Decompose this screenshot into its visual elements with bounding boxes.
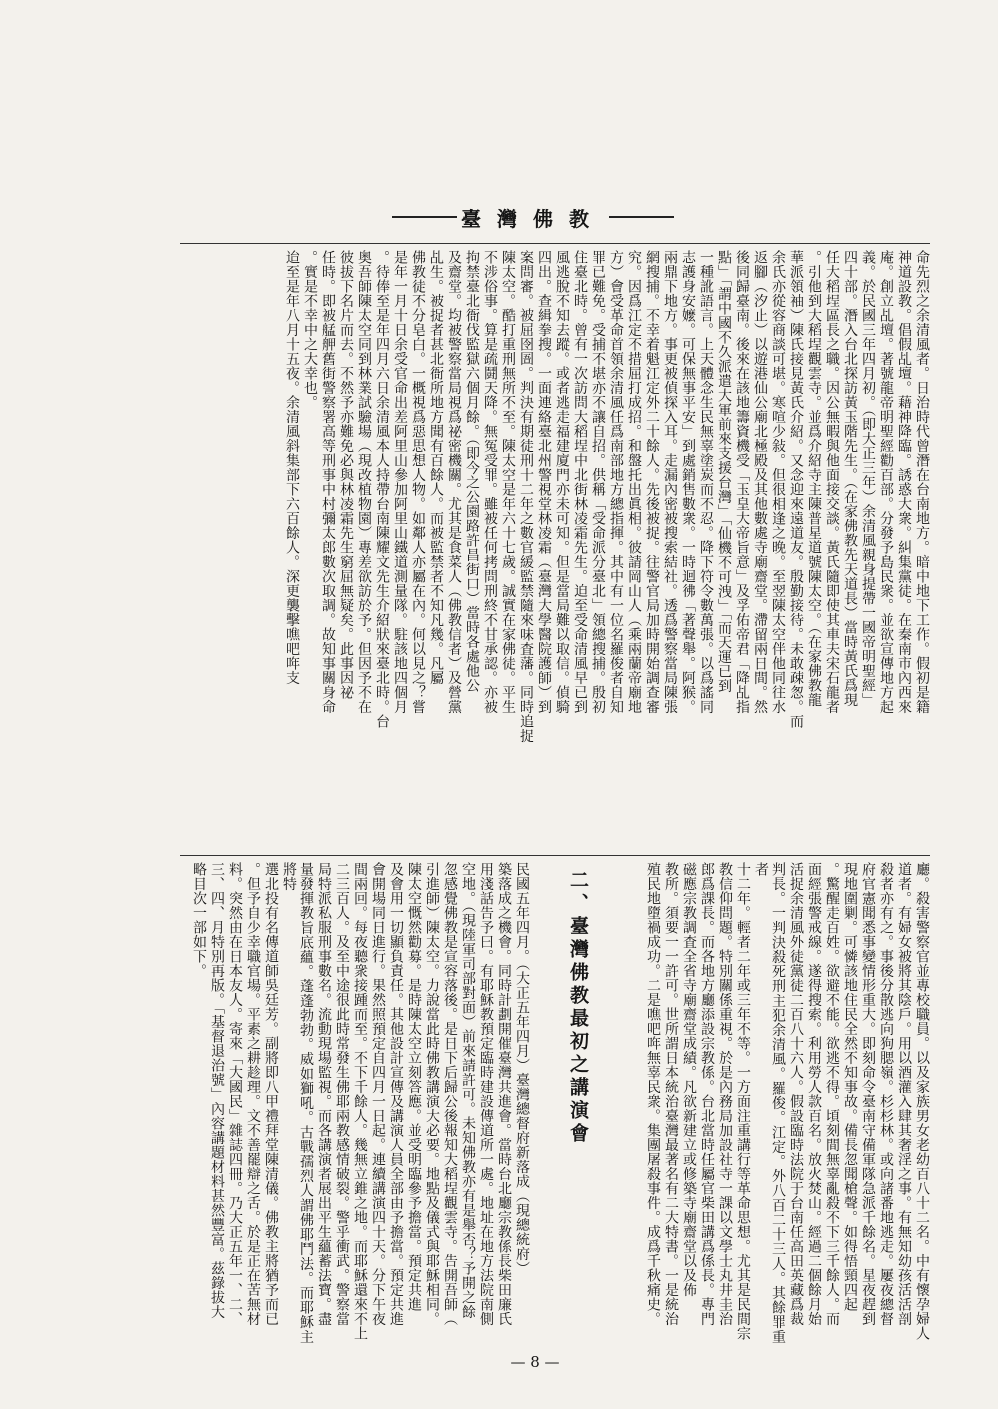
text-column: 略目次一部如下。 [191, 862, 207, 978]
text-column: 住臺北時。曾有一次訪問大稻埕中北街林凌霜先生。迫至受命清風早已到 [572, 250, 588, 714]
text-column: 余氏亦從容商談可堪。寒喧少敍。但很相逢之晚。至翌陳太空伴他同往水 [770, 250, 786, 714]
text-column: 磁應宗教調査全省寺廟齋堂成績。凡欲新建立或修築寺廟齋堂以及佈 [681, 862, 697, 1297]
text-column: 料。突然由在日本友人。寄來「大國民」雜誌四冊。乃大正五年一、二、 [227, 862, 243, 1326]
text-column: 四十部。潛入台北探訪黃玉階先生。（在家佛教先天道長）當時黃氏爲現 [842, 250, 858, 707]
text-column: 判長。一判決殺死刑主犯余清風。羅俊。江定。外八百二十三人。其餘罪重者 [753, 862, 786, 1344]
text-column: 引進師）陳太空。力說當此時佛教講演大必要。地點及儀式與耶穌相同。 [424, 862, 440, 1326]
text-column: 罪已難免。受捕不堪亦不讓自招。供稱「受命派分臺北」領總搜捕。殷初 [590, 250, 606, 714]
text-column: 用淺話告予曰。有耶穌教預定臨時建設傳道所一處。地址在地方法院南側 [478, 862, 494, 1326]
text-column: 一種訛語言。上天體念生民無辜塗炭而不忍。降下符令數萬張。以爲謠同 [698, 250, 714, 714]
text-column: 網搜捕。不幸着魁江定外二十餘人。先後被捉。往警官局加時開始調查審 [644, 250, 660, 714]
text-column: 府官憲聞悉事變情形重大。即刻命令臺南守備軍隊急派千餘名。星夜趕到 [860, 862, 876, 1326]
header-rule-left [392, 216, 457, 218]
text-column: 忽感覺佛教是宣容落後。是日下后歸公後報知大稻埕觀雲寺。告開吾師（ [442, 862, 458, 1326]
text-column: 現地圍剿。可憐該地住民全然不知事故。備長忽聞槍聲。如得悟頸四起 [842, 862, 858, 1312]
text-column: 選北投有名傳道師吳廷芳。副將即八甲禮拜堂陳清儀。佛教主將猶予而已 [263, 862, 279, 1326]
text-column: 築落成之機會。同時計劃開催臺灣共進會。當時台北廳宗教係長柴田廉氏 [496, 862, 512, 1326]
text-column: 佛教徒不分皂白。一概視爲惡思想人物。如鄰人亦屬在內。何以見之？嘗 [410, 250, 426, 714]
text-column: 點」「謂中國不久派遣大軍前來支援台灣」「仙機不可洩」「而天運已到 [716, 250, 732, 693]
text-column: 奥吾師陳太空同到林業試驗場（現改植物園）專差欲訪於予。但因予不在 [356, 250, 372, 714]
text-column: 拘禁臺北衙伐監獄六個月餘。（即今之公園路許昌街口）當時各處他公 [464, 250, 480, 693]
text-column: 民國五年四月。（大正五年四月）臺灣總督府新落成（現總統府） [514, 862, 530, 1276]
text-column: 道者。有婦女被將其陰戶。用以酒灌入肆其奢淫之事。有無知幼孩活活剖 [896, 862, 912, 1326]
text-column: 局特派私服刑事數名。流動現場監視。而各講演者展出平生蘊蓄法寶。盡 [316, 862, 332, 1326]
top-divider [180, 243, 930, 244]
header-title: 臺灣佛教 [461, 206, 605, 231]
text-column: 神道設教。倡假乩壇。藉神降臨。誘惑大衆。糾集黨徒。在秦南市內西來 [896, 250, 912, 714]
text-column: 陳太空。酷打重刑無所不至。陳太空是年六十七歲。誠實在家佛徒。平生 [500, 250, 516, 714]
text-column: 命先烈之余清風者。日治時代曾潛在台南地方。暗中地下工作。假初是籍 [914, 250, 930, 714]
text-column: 迨至是年八月十五夜。余清風斜集部下六百餘人。深更襲擊噍吧哖支 [284, 250, 300, 685]
text-column: 及齋堂。均被警察當局視爲祕密機關。尤其是食菜人（佛教信者）及營黨 [446, 250, 462, 714]
text-column: 教信仰問題。特別關係重視。於是內務局加設社寺一課以文學士丸井圭治 [717, 862, 733, 1326]
text-column: 。待俸至是年四月六日余清風本人持帶台南陳耀文先生介紹狀來臺北時。台 [374, 250, 390, 729]
text-column: 。引他到大稻埕觀雲寺。並爲介紹寺主陳普星道號陳太空。（在家佛教龍 [806, 250, 822, 707]
text-column: 二三百人。及至中途很此時常發生佛耶兩教感情破裂。警乎衝武。警察當 [334, 862, 350, 1326]
section-heading: 二、臺灣佛教最初之講演會 [567, 870, 589, 1146]
text-column: 任大稻埕區長之職。因公無暇與他面接交談。黃氏隨即使其車夫宋石龍者 [824, 250, 840, 714]
text-column: 及會用一切顯負責任。其他設計宣傳及講演人員全部由予擔當。預定共進 [388, 862, 404, 1326]
text-column: 四出。查緝拳搜。一面連絡臺北州警視堂林凌霜（臺灣大學醫院護師）到 [536, 250, 552, 714]
text-column: 兩鼎下地方。事更被偵探入耳。走漏內密被搜索結社。透爲警察當局陳張 [662, 250, 678, 714]
text-column: 義。於民國三年四月初。（即大正三年）余清風親身提帶一國帝明聖經」 [860, 250, 876, 707]
text-column: 。但予自少幸職官場。平素之耕趁理。文不善罷辯之舌。於是正在苦無材 [245, 862, 261, 1326]
text-column: 庵。創立乩壇。著號龍帝明聖經勸百部。分發予島民衆。並欲宣傳地方起 [878, 250, 894, 714]
text-column: 殺者亦有之。事後分散逃向狗腮嶺。杉杉林。或向諸番地逃走。屢夜總督 [878, 862, 894, 1326]
text-column: 風逃脫不知去蹤。或者逃走福建廈門亦未可知。但是當局難以取信。偵騎 [554, 250, 570, 714]
upper-text-block [180, 250, 930, 850]
text-column: 廳。殺害警察官並專校職員。以及家族男女老幼百八十二名。中有懷孕婦人 [914, 862, 930, 1341]
header-rule-right [609, 216, 674, 218]
text-column: 任時。即被艋舺舊街警察署高等刑事中村彌太郎數次取調。故知事關身命 [320, 250, 336, 714]
text-column: 華派領袖）陳氏接見黃氏介紹。又念迎來遠道友。殷勤接待。未敢疎怱。而 [788, 250, 804, 729]
text-column: 教所。須要一一許可。世所謂日本統治臺灣最著名有二大特書。一是統治 [663, 862, 679, 1326]
text-column: 是年一月十日余受官命出差阿里山參加阿里山鐵道測量隊。駐該地四個月 [392, 250, 408, 714]
text-column: 郎爲課長。而各地方廳添設宗教係。台北當時任屬官柴田講爲係長。專門 [699, 862, 715, 1326]
text-column: 。驚醒走百姓。欲避不能。欲逃不得。頃刻間無辜亂殺不下三千餘人。而 [824, 862, 840, 1326]
text-column: 。實是不幸中之大幸也。 [302, 250, 318, 410]
text-column: 殖民地墮禍成功。二是噍吧哖無辜民衆。集團屠殺事件。成爲千秋痛史。 [645, 862, 661, 1326]
running-header [388, 200, 678, 234]
page-number: — 8 — [510, 1353, 560, 1371]
text-column: 面經張警戒線。遂得搜索。利用勞人款百名。放火焚山。經過二個餘月始 [806, 862, 822, 1326]
text-column: 間兩回。每夜聽衆接踵而至。不下千餘人。幾無立錐之地。而耶穌還來不上 [352, 862, 368, 1341]
text-column: 乩生。被捉者甚北衙所地方聞有百餘人。而被監禁者不知凡幾。凡屬 [428, 250, 444, 685]
middle-divider [180, 855, 930, 856]
text-column: 志護身安嬤。可保無事平安」到處銷售數衆。一時迴彿「著聲舉。阿猴。 [680, 250, 696, 714]
text-column: 案問審。被屈囹圄。判決有期徒刑十二年之數官緩監禁隨來味査藩。同時追捉 [518, 250, 534, 743]
text-column: 會開場同日進行。果然照預定自四月一日起。連續講演四十天。分下午夜 [370, 862, 386, 1326]
text-column: 十二年。輕者二年或三年不等。一方面注重講行等革命思想。尤其是民間宗 [735, 862, 751, 1341]
text-column: 量發揮教旨底蘊。蓬蓬勃勃。威如獅吼。古戰孺烈人謂佛耶鬥法。而耶穌主將特 [281, 862, 314, 1344]
lower-right-text-block [600, 862, 930, 1344]
text-column: 陳太空慨然勸募。是時陳太空立刻答應。並受明臨參予擔當。預定共進 [406, 862, 422, 1312]
text-column: 方）會受革命首領余清風任爲南部地方總指揮。其中有一位名羅俊者自知 [608, 250, 624, 714]
text-column: 返腳（汐止）以遊港仙公廟北極殿及其他數處寺廟齋堂。滯留兩日間。然 [752, 250, 768, 714]
text-column: 不涉俗事。算是疏鬪天降。無冤受罪。雖被任何拷問刑終不甘承認。亦被 [482, 250, 498, 714]
text-column: 彼拔下名片而去。不然予亦難免必與林凌霜先生窮屈無疑矣。此事因祕 [338, 250, 354, 700]
text-column: 究。因爲江定不措屈打成招。和盤托出眞相。彼請岡山人（乘兩蘭帝廟地 [626, 250, 642, 714]
text-column: 空地。（現陸軍司部對面）前來請許可。未知佛教亦有是舉否？予開之餘 [460, 862, 476, 1319]
text-column: 三、四、月特別再版。「基督退治號」內容講題材料甚然豐富。茲錄拔大 [209, 862, 225, 1319]
text-column: 後同歸臺南。後來在該地籌資機受「玉皇大帝旨意」及孚佑帝君「降乩指 [734, 250, 750, 714]
lower-left-text-block [180, 862, 530, 1344]
text-column: 活捉余清風外徒黨徒二百八十六人。假設臨時法院于台南任高田英藏爲裁 [788, 862, 804, 1326]
